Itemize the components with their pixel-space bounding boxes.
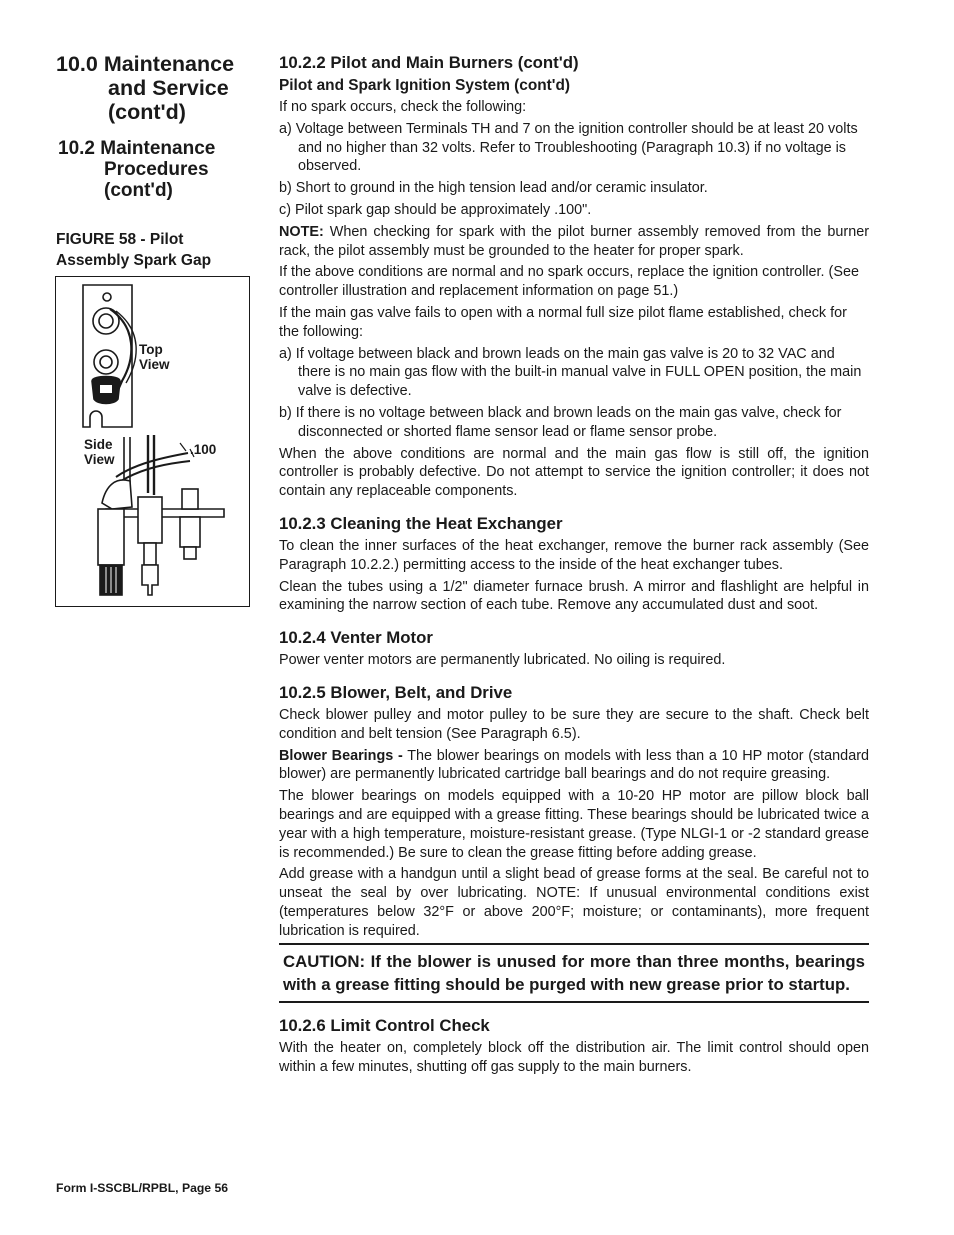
paragraph: Check blower pulley and motor pulley to be sure they are secure to the shaft. Check belt condition and belt tension (See Paragraph 6.5). [279, 706, 869, 742]
caption-line: Assembly Spark Gap [56, 252, 212, 269]
heading-line: 10.2 Maintenance [58, 138, 216, 159]
subsection-title: Pilot and Spark Ignition System (cont'd) [279, 77, 570, 94]
list-item: a) If voltage between black and brown leads on the main gas valve is 20 to 32 VAC and there is no main gas flow with the built-in manual valve in FULL OPEN position, the main valve is defective. [279, 345, 862, 400]
heading-line: and Service [108, 76, 229, 100]
electrode-connector [142, 565, 158, 595]
left-column [56, 52, 256, 271]
thermocouple-ring-inner [99, 314, 113, 328]
section-title-10-2-2: 10.2.2 Pilot and Main Burners (cont'd) [279, 53, 579, 72]
label-line: Top [139, 342, 163, 357]
page-footer: Form I-SSCBL/RPBL, Page 56 [56, 1181, 229, 1195]
spark-gap-lead [116, 453, 188, 477]
spark-gap-label: .100 [190, 442, 217, 457]
blower-bearings-text: The blower bearings on models with less than a 10 HP motor (standard blower) are permanently lubricated cartridge ball bearings and do not require greasing. [279, 747, 869, 783]
note-paragraph [279, 223, 869, 261]
main-column [279, 52, 869, 1080]
pilot-elbow [102, 480, 132, 509]
sensor-body [180, 517, 200, 547]
list-item: b) Short to ground in the high tension lead and/or ceramic insulator. [279, 180, 708, 197]
paragraph: Add grease with a handgun until a slight bead of grease forms at the seal. Be careful not to unseat the seal by over lubricating. NOTE: If unusual environmental conditions exist (temperatures below 32°F or above 200°F; moisture; or contaminants), more frequent lubrication is required. [279, 866, 869, 939]
paragraph: If the above conditions are normal and no spark occurs, replace the ignition controller. (See controller illustration and replacement information on page 51.) [279, 264, 859, 300]
paragraph: Clean the tubes using a 1/2" diameter furnace brush. A mirror and flashlight are helpful in examining the narrow section of each tube. Remove any accumulated dust and soot. [279, 578, 869, 614]
paragraph: If the main gas valve fails to open with a normal full size pilot flame established, check for the following: [279, 304, 847, 340]
section-title-10-2-6: 10.2.6 Limit Control Check [279, 1016, 490, 1036]
section-heading-10 [56, 52, 256, 124]
heading-line: (cont'd) [108, 100, 186, 124]
electrode-ring-outer [94, 350, 118, 374]
paragraph: The blower bearings on models equipped with a 10-20 HP motor are pillow block ball bearings and are equipped with a grease fitting. These bearings should be lubricated twice a year with a high temperature, moisture-resistant grease. (Type NLGI-1 or -2 standard grease is recommended.) Be sure to clean the grease fitting before adding grease. [279, 788, 869, 861]
caution-box: CAUTION: If the blower is unused for more than three months, bearings with a grease fitting should be purged with new grease prior to startup. [279, 943, 869, 1003]
sensor-tip [184, 547, 196, 559]
electrode-ring-inner [100, 356, 112, 368]
figure-caption [56, 229, 256, 271]
electrode-body [138, 497, 162, 543]
pilot-assembly-figure [55, 276, 250, 607]
label-line: Side [84, 437, 113, 452]
section-heading-10-2 [56, 138, 256, 201]
electrode-tip [144, 543, 156, 565]
paragraph: To clean the inner surfaces of the heat exchanger, remove the burner rack assembly (See Paragraph 10.2.2.) permitting access to the inside of the heat exchanger tubes. [279, 537, 869, 573]
label-line: View [139, 357, 170, 372]
paragraph: Power venter motors are permanently lubricated. No oiling is required. [279, 652, 726, 669]
thermocouple-body [98, 509, 124, 565]
label-line: View [84, 452, 115, 467]
list-item: b) If there is no voltage between black and brown leads on the main gas valve, check for disconnected or shorted flame sensor lead or flame sensor probe. [279, 404, 842, 440]
section-title-10-2-5: 10.2.5 Blower, Belt, and Drive [279, 682, 513, 702]
paragraph: When the above conditions are normal and the main gas flow is still off, the ignition controller is probably defective. Do not attempt to service the ignition controller; it does not contain any replaceable components. [279, 445, 869, 500]
caption-line: FIGURE 58 - Pilot [56, 231, 184, 248]
list-item: c) Pilot spark gap should be approximately .100". [279, 201, 592, 218]
side-view-label [84, 437, 115, 467]
top-view-label [139, 342, 170, 372]
note-text: When checking for spark with the pilot burner assembly removed from the burner rack, the pilot assembly must be grounded to the heater for proper spark. [279, 223, 869, 259]
paragraph: With the heater on, completely block off the distribution air. The limit control should open within a few minutes, shutting off gas supply to the main burners. [279, 1040, 869, 1076]
blower-bearings-label: Blower Bearings - [279, 747, 403, 764]
sensor-top [182, 489, 198, 509]
note-label: NOTE: [279, 223, 324, 240]
list-item: a) Voltage between Terminals TH and 7 on the ignition controller should be at least 20 volts and no higher than 32 volts. Refer to Troubleshooting (Paragraph 10.3) if no voltage is observed. [279, 120, 858, 175]
paragraph: If no spark occurs, check the following: [279, 99, 527, 115]
section-title-10-2-3: 10.2.3 Cleaning the Heat Exchanger [279, 513, 563, 533]
blower-bearings-paragraph [279, 747, 869, 785]
heading-line: Procedures [104, 159, 209, 180]
heading-line: (cont'd) [104, 180, 173, 201]
section-title-10-2-4: 10.2.4 Venter Motor [279, 628, 433, 648]
bracket-hole [103, 293, 111, 301]
heading-line: 10.0 Maintenance [56, 52, 235, 76]
pilot-hood-hole [100, 385, 112, 393]
